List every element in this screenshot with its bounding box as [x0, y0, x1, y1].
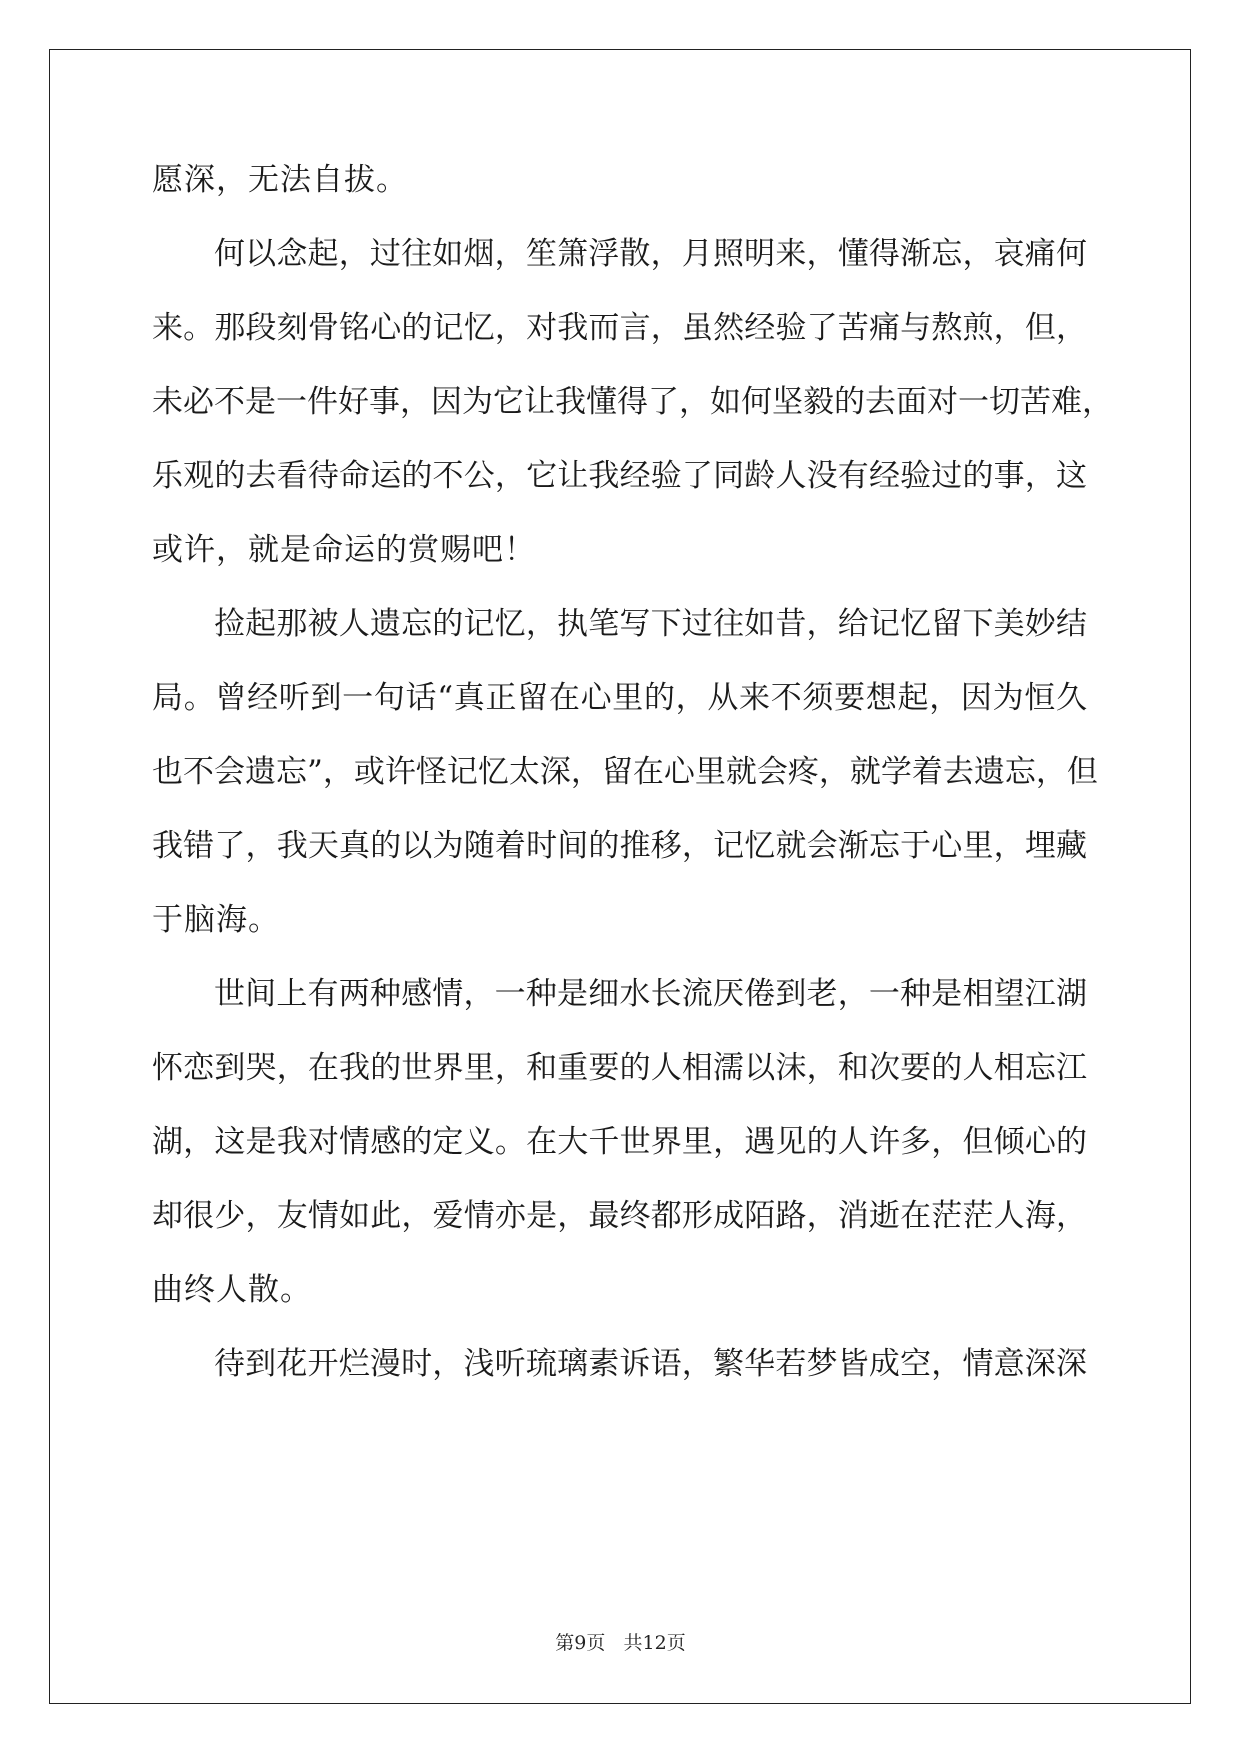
text-line: 愿深，无法自拔。: [152, 162, 408, 198]
text-line: 却很少，友情如此，爱情亦是，最终都形成陌路，消逝在茫茫人海，: [152, 1198, 1087, 1234]
text-line: 世间上有两种感情，一种是细水长流厌倦到老，一种是相望江湖: [214, 976, 1087, 1012]
text-line: 于脑海。: [152, 902, 280, 938]
text-line: 曲终人散。: [152, 1272, 312, 1308]
text-line: 怀恋到哭，在我的世界里，和重要的人相濡以沫，和次要的人相忘江: [152, 1050, 1087, 1086]
text-line: 湖，这是我对情感的定义。在大千世界里，遇见的人许多，但倾心的: [152, 1124, 1087, 1160]
text-line: 也不会遗忘”，或许怪记忆太深，留在心里就会疼，就学着去遗忘，但: [152, 754, 1098, 790]
page-footer: [0, 1628, 1241, 1655]
text-line: 乐观的去看待命运的不公，它让我经验了同龄人没有经验过的事，这: [152, 458, 1087, 494]
text-line: 或许，就是命运的赏赐吧！: [152, 532, 536, 568]
text-line: 我错了，我天真的以为随着时间的推移，记忆就会渐忘于心里，埋藏: [152, 828, 1087, 864]
text-line: 来。那段刻骨铭心的记忆，对我而言，虽然经验了苦痛与熬煎，但，: [152, 310, 1087, 346]
text-line: 何以念起，过往如烟，笙箫浮散，月照明来，懂得渐忘，哀痛何: [214, 236, 1087, 272]
text-line: 局。曾经听到一句话“真正留在心里的，从来不须要想起，因为恒久: [152, 680, 1087, 716]
text-line: 待到花开烂漫时，浅听琉璃素诉语，繁华若梦皆成空，情意深深: [214, 1346, 1087, 1382]
page-total: 共12页: [623, 1632, 686, 1654]
page-number: 第9页: [555, 1632, 606, 1654]
text-line: 未必不是一件好事，因为它让我懂得了，如何坚毅的去面对一切苦难，: [152, 384, 1113, 420]
text-line: 捡起那被人遗忘的记忆，执笔写下过往如昔，给记忆留下美妙结: [214, 606, 1087, 642]
page-border: [49, 49, 1191, 1704]
